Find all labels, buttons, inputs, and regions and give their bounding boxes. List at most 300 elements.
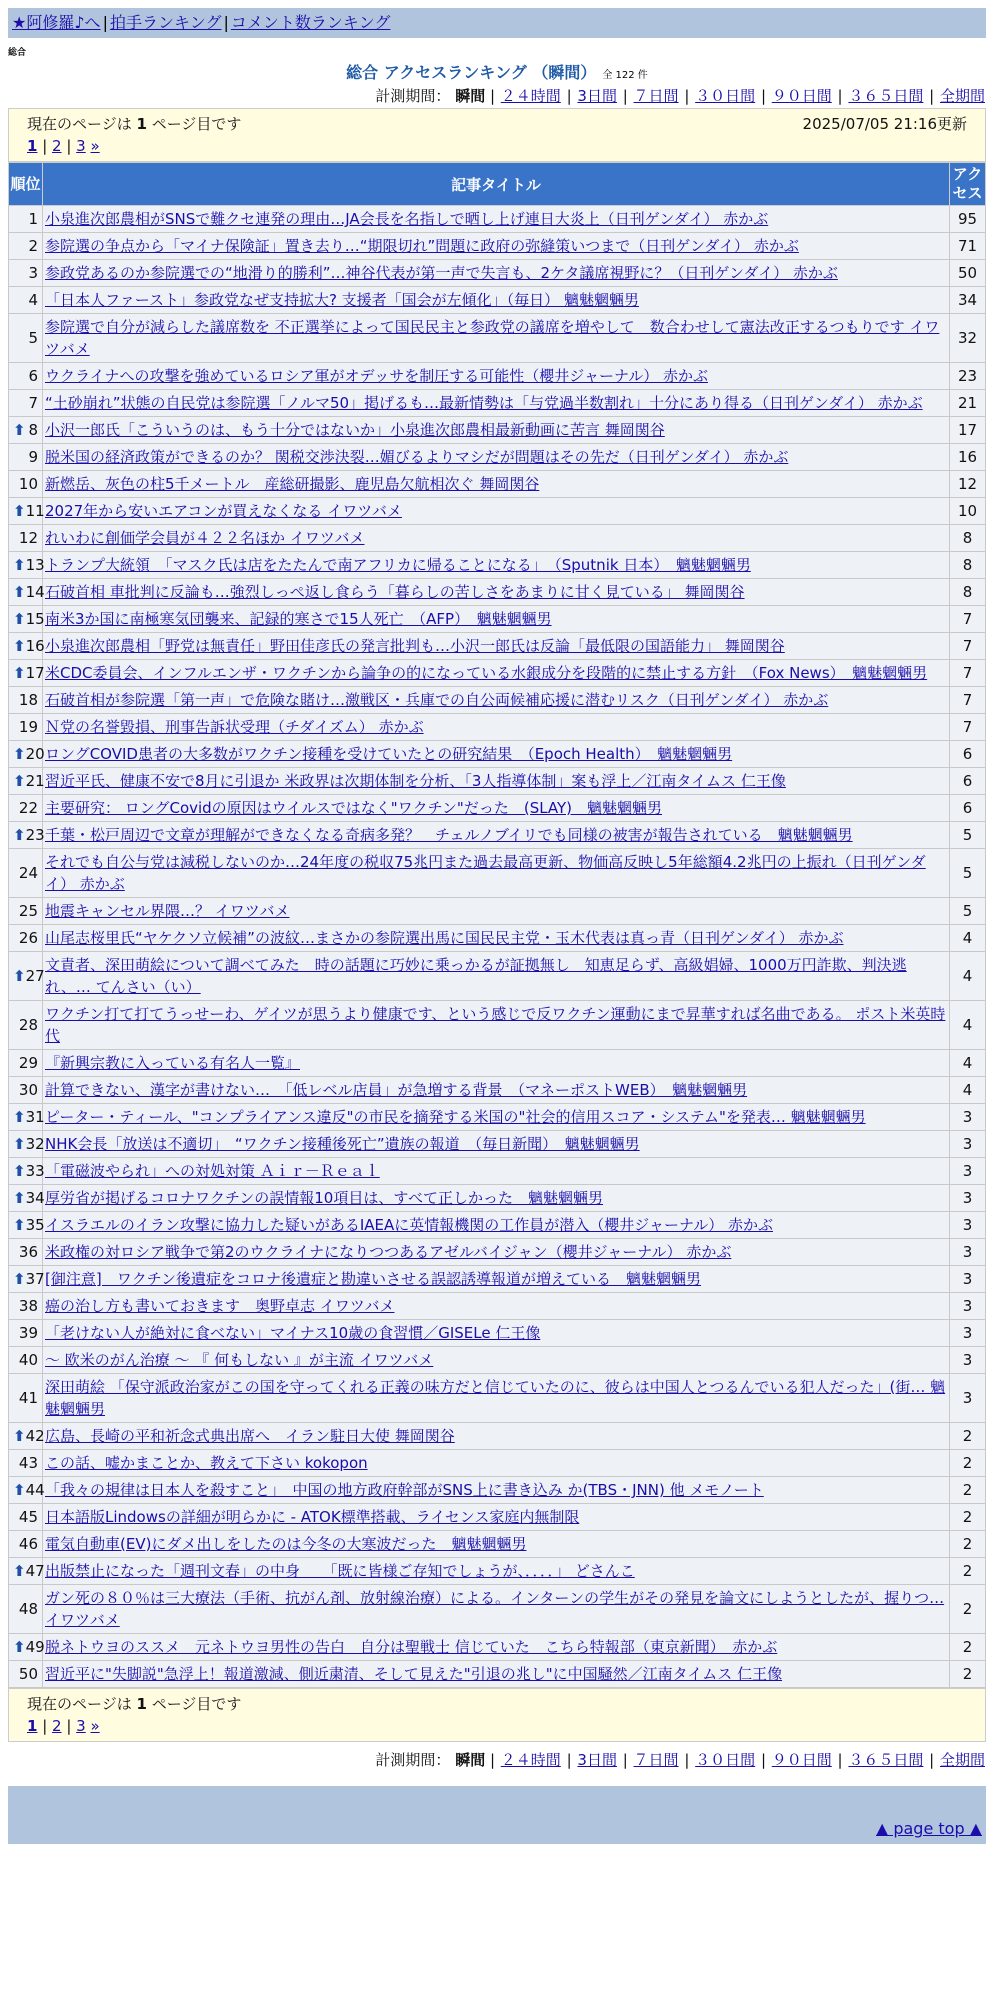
article-link[interactable]: 習近平氏、健康不安で8月に引退か 米政界は次期体制を分析、「3人指導体制」案も浮上／江南タイムス 仁王像 (45, 772, 786, 790)
page-link-2[interactable]: 2 (52, 137, 62, 155)
rank-cell (9, 1347, 43, 1374)
rank-number: 35 (25, 1216, 45, 1234)
article-link[interactable]: 出版禁止になった「週刊文春」の中身 「既に皆様ご存知でしょうが、．．．．」 どさんこ (45, 1562, 635, 1580)
access-count: 2 (950, 1661, 986, 1688)
table-row (9, 206, 986, 233)
pagination-top: 1 | 2 | 3 » (27, 137, 100, 155)
access-count: 7 (950, 687, 986, 714)
rank-number: 21 (25, 772, 45, 790)
rank-cell (9, 579, 43, 606)
rank-cell (9, 849, 43, 898)
access-count: 3 (950, 1239, 986, 1266)
rank-number: 12 (18, 529, 38, 547)
rank-cell (9, 952, 43, 1001)
rank-cell (9, 687, 43, 714)
title-cell (43, 1347, 950, 1374)
title-cell (43, 1634, 950, 1661)
rank-cell (9, 660, 43, 687)
rank-number: 27 (25, 967, 45, 985)
period-current: 瞬間 (455, 87, 486, 105)
title-cell (43, 1477, 950, 1504)
period-7d[interactable]: ７日間 (633, 87, 679, 105)
article-link[interactable]: ピーター・ティール、"コンプライアンス違反"の市民を摘発する米国の"社会的信用スコア・システム"を発表… 魑魅魍魎男 (45, 1108, 866, 1126)
table-row (9, 925, 986, 952)
table-row (9, 1131, 986, 1158)
article-link[interactable]: 日本語版Lindowsの詳細が明らかに - ATOK標準搭載、ライセンス家庭内無制限 (45, 1508, 580, 1526)
access-count: 3 (950, 1131, 986, 1158)
rank-cell (9, 633, 43, 660)
access-count: 2 (950, 1450, 986, 1477)
article-link[interactable]: ロングCOVID患者の大多数がワクチン接種を受けていたとの研究結果 （Epoch Health） 魑魅魍魎男 (45, 745, 733, 763)
table-row (9, 1558, 986, 1585)
access-count: 3 (950, 1293, 986, 1320)
rank-cell (9, 795, 43, 822)
table-row (9, 1347, 986, 1374)
updated-timestamp: 2025/07/05 21:16更新 (802, 115, 967, 133)
article-link[interactable]: NHK会長「放送は不適切」 “ワクチン接種後死亡”遺族の報道 （毎日新聞） 魑魅魍魎男 (45, 1135, 640, 1153)
page-top-link[interactable]: ▲ page top ▲ (875, 1819, 982, 1838)
up-arrow-icon: ⬆ (13, 1135, 26, 1153)
table-row (9, 498, 986, 525)
period-7d[interactable]: ７日間 (633, 1751, 679, 1769)
access-count: 3 (950, 1212, 986, 1239)
up-arrow-icon: ⬆ (13, 1562, 26, 1580)
table-row (9, 1450, 986, 1477)
article-link[interactable]: 参院選の争点から「マイナ保険証」置き去り…“期限切れ”問題に政府の弥縫策いつまで（日刊ゲンダイ） 赤かぶ (45, 237, 799, 255)
table-row (9, 1293, 986, 1320)
access-count: 34 (950, 287, 986, 314)
nav-link-asyura[interactable]: ★阿修羅♪へ (12, 13, 101, 32)
up-arrow-icon: ⬆ (13, 664, 26, 682)
table-row (9, 1374, 986, 1423)
rank-number: 29 (18, 1054, 38, 1072)
title-cell (43, 741, 950, 768)
title-cell (43, 687, 950, 714)
access-count: 7 (950, 633, 986, 660)
article-link[interactable]: 「日本人ファースト」参政党なぜ支持拡大? 支援者「国会が左傾化」（毎日） 魑魅魍魎男 (45, 291, 639, 309)
rank-number: 48 (18, 1600, 38, 1618)
title-cell (43, 1077, 950, 1104)
rank-number: 50 (18, 1665, 38, 1683)
rank-number: 10 (18, 475, 38, 493)
rank-cell (9, 1423, 43, 1450)
article-link[interactable]: 脱ネトウヨのススメ 元ネトウヨ男性の告白 自分は聖戦士 信じていた こちら特報部（東京新聞） 赤かぶ (45, 1638, 778, 1656)
rank-cell (9, 233, 43, 260)
rank-cell (9, 1504, 43, 1531)
rank-number: 8 (28, 421, 38, 439)
title-cell (43, 1001, 950, 1050)
article-link[interactable]: ワクチン打て打てうっせーわ、ゲイツが思うより健康です、という感じで反ワクチン運動にまで昇華すれば名曲である。 ポスト米英時代 (45, 1005, 946, 1045)
rank-number: 6 (28, 367, 38, 385)
rank-number: 32 (25, 1135, 45, 1153)
rank-cell (9, 444, 43, 471)
rank-number: 5 (28, 329, 38, 347)
page-link-2[interactable]: 2 (52, 1717, 62, 1735)
up-arrow-icon: ⬆ (13, 1638, 26, 1656)
rank-number: 33 (25, 1162, 45, 1180)
rank-number: 1 (28, 210, 38, 228)
article-link[interactable]: イスラエルのイラン攻撃に協力した疑いがあるIAEAに英情報機関の工作員が潜入（櫻井ジャーナル） 赤かぶ (45, 1216, 773, 1234)
rank-number: 28 (18, 1016, 38, 1034)
article-link[interactable]: 南米3か国に南極寒気団襲来、記録的寒さで15人死亡 （AFP） 魑魅魍魎男 (45, 610, 552, 628)
rank-cell (9, 1661, 43, 1688)
up-arrow-icon: ⬆ (13, 826, 26, 844)
access-count: 2 (950, 1423, 986, 1450)
title-cell (43, 314, 950, 363)
access-count: 8 (950, 525, 986, 552)
rank-cell (9, 552, 43, 579)
article-link[interactable]: Ｎ党の名誉毀損、刑事告訴状受理（チダイズム） 赤かぶ (45, 718, 424, 736)
title-cell (43, 1531, 950, 1558)
period-30d[interactable]: ３０日間 (695, 1751, 756, 1769)
title-cell (43, 1423, 950, 1450)
access-count: 8 (950, 579, 986, 606)
rank-cell (9, 741, 43, 768)
current-page-text: 現在のページは 1 ページ目です (27, 115, 242, 133)
article-link[interactable]: 地震キャンセル界隈…？ イワツバメ (45, 902, 290, 920)
rank-cell (9, 925, 43, 952)
rank-cell (9, 498, 43, 525)
period-30d[interactable]: ３０日間 (695, 87, 756, 105)
title-header: 記事タイトル (43, 163, 950, 206)
access-count: 6 (950, 768, 986, 795)
article-link[interactable]: 小泉進次郎農相「野党は無責任」野田佳彦氏の発言批判も…小沢一郎氏は反論「最低限の国語能力」 舞岡関谷 (45, 637, 785, 655)
rank-number: 38 (18, 1297, 38, 1315)
table-row (9, 795, 986, 822)
title-cell (43, 1585, 950, 1634)
up-arrow-icon: ⬆ (13, 502, 26, 520)
page-next-link[interactable]: » (90, 1717, 100, 1735)
article-link[interactable]: 石破首相 車批判に反論も…強烈しっぺ返し食らう「暮らしの苦しさをあまりに甘く見ている」 舞岡関谷 (45, 583, 745, 601)
rank-number: 45 (18, 1508, 38, 1526)
rank-cell (9, 1158, 43, 1185)
rank-number: 18 (18, 691, 38, 709)
rank-number: 42 (25, 1427, 45, 1445)
title-cell (43, 898, 950, 925)
access-count: 3 (950, 1104, 986, 1131)
rank-number: 17 (25, 664, 45, 682)
rank-number: 26 (18, 929, 38, 947)
title-cell (43, 552, 950, 579)
rank-cell (9, 417, 43, 444)
article-link[interactable]: トランプ大統領 「マスク氏は店をたたんで南アフリカに帰ることになる」 （Sputnik 日本） 魑魅魍魎男 (45, 556, 751, 574)
table-row (9, 1585, 986, 1634)
article-link[interactable]: 主要研究： ロングCovidの原因はウイルスではなく"ワクチン"だった (SLAY) 魑魅魍魎男 (45, 799, 663, 817)
rank-cell (9, 1001, 43, 1050)
article-link[interactable]: 2027年から安いエアコンが買えなくなる イワツバメ (45, 502, 402, 520)
article-link[interactable]: 新燃岳、灰色の柱5千メートル 産総研撮影、鹿児島欠航相次ぐ 舞岡関谷 (45, 475, 540, 493)
access-count: 3 (950, 1347, 986, 1374)
access-count: 5 (950, 898, 986, 925)
rank-cell (9, 363, 43, 390)
article-link[interactable]: 山尾志桜里氏“ヤケクソ立候補”の波紋…まさかの参院選出馬に国民民主党・玉木代表は真っ青（日刊ゲンダイ） 赤かぶ (45, 929, 844, 947)
table-row (9, 633, 986, 660)
period-365d[interactable]: ３６５日間 (848, 87, 924, 105)
article-link[interactable]: ～ 欧米のがん治療 ～ 『 何もしない 』が主流 イワツバメ (45, 1351, 434, 1369)
access-count: 4 (950, 1077, 986, 1104)
page-link-3[interactable]: 3 (76, 137, 86, 155)
article-link[interactable]: 計算できない、漢字が書けない… 「低レベル店員」が急増する背景 （マネーポストWEB） 魑魅魍魎男 (45, 1081, 748, 1099)
period-all[interactable]: 全期間 (939, 1751, 985, 1769)
article-link[interactable]: れいわに創価学会員が４２２名ほか イワツバメ (45, 529, 365, 547)
article-link[interactable]: 小沢一郎氏「こういうのは、もう十分ではないか」小泉進次郎農相最新動画に苦言 舞岡関谷 (45, 421, 665, 439)
access-count: 6 (950, 741, 986, 768)
up-arrow-icon: ⬆ (13, 1481, 26, 1499)
rank-number: 9 (28, 448, 38, 466)
article-link[interactable]: 厚労省が掲げるコロナワクチンの誤情報10項目は、すべて正しかった 魑魅魍魎男 (45, 1189, 604, 1207)
article-link[interactable]: 脱米国の経済政策ができるのか？ 関税交渉決裂…媚びるよりマシだが問題はその先だ（日刊ゲンダイ） 赤かぶ (45, 448, 789, 466)
access-count: 32 (950, 314, 986, 363)
title-cell (43, 1374, 950, 1423)
up-arrow-icon: ⬆ (13, 1189, 26, 1207)
article-link[interactable]: 石破首相が参院選「第一声」で危険な賭け…激戦区・兵庫での自公両候補応援に潜むリスク（日刊ゲンダイ） 赤かぶ (45, 691, 829, 709)
rank-cell (9, 287, 43, 314)
rank-cell (9, 822, 43, 849)
table-row (9, 714, 986, 741)
title-cell (43, 1504, 950, 1531)
rank-cell (9, 1104, 43, 1131)
article-link[interactable]: “土砂崩れ”状態の自民党は参院選「ノルマ50」掲げるも…最新情勢は「与党過半数割れ」十分にあり得る（日刊ゲンダイ） 赤かぶ (45, 394, 923, 412)
table-row (9, 444, 986, 471)
rank-cell (9, 1374, 43, 1423)
table-row (9, 1104, 986, 1131)
article-link[interactable]: 「老けない人が絶対に食べない」マイナス10歳の食習慣／GISELe 仁王像 (45, 1324, 541, 1342)
rank-cell (9, 714, 43, 741)
article-link[interactable]: 参政党あるのか参院選での“地滑り的勝利”…神谷代表が第一声で失言も、2ケタ議席視野に？（日刊ゲンダイ） 赤かぶ (45, 264, 838, 282)
article-link[interactable]: 広島、長崎の平和祈念式典出席へ イラン駐日大使 舞岡関谷 (45, 1427, 455, 1445)
rank-cell (9, 1050, 43, 1077)
access-count: 10 (950, 498, 986, 525)
rank-number: 46 (18, 1535, 38, 1553)
period-24h[interactable]: ２４時間 (500, 1751, 561, 1769)
period-3d[interactable]: 3日間 (577, 1751, 617, 1769)
period-3d[interactable]: 3日間 (577, 87, 617, 105)
title-cell (43, 1185, 950, 1212)
up-arrow-icon: ⬆ (13, 745, 26, 763)
table-row (9, 363, 986, 390)
article-link[interactable]: 参院選で自分が減らした議席数を 不正選挙によって国民民主と参政党の議席を増やして 数合わせして憲法改正するつもりです イワツバメ (45, 318, 940, 358)
article-link[interactable]: 習近平に"失脚説"急浮上！報道激減、側近粛清、そして見えた"引退の兆し"に中国騒然／江南タイムス 仁王像 (45, 1665, 783, 1683)
access-count: 2 (950, 1585, 986, 1634)
rank-cell (9, 390, 43, 417)
access-count: 7 (950, 606, 986, 633)
article-link[interactable]: 小泉進次郎農相がSNSで難クセ連発の理由…JA会長を名指しで晒し上げ連日大炎上（日刊ゲンダイ） 赤かぶ (45, 210, 769, 228)
access-count: 7 (950, 660, 986, 687)
article-link[interactable]: 癌の治し方も書いておきます 奥野卓志 イワツバメ (45, 1297, 395, 1315)
rank-number: 23 (25, 826, 45, 844)
table-row (9, 822, 986, 849)
title-cell (43, 849, 950, 898)
table-row (9, 1266, 986, 1293)
table-row (9, 606, 986, 633)
access-count: 4 (950, 1001, 986, 1050)
title-cell (43, 952, 950, 1001)
article-link[interactable]: 千葉・松戸周辺で文章が理解ができなくなる奇病多発？ チェルノブイリでも同様の被害が報告されている 魑魅魍魎男 (45, 826, 853, 844)
table-row (9, 1212, 986, 1239)
title-cell (43, 1158, 950, 1185)
up-arrow-icon: ⬆ (13, 1162, 26, 1180)
article-link[interactable]: 米政権の対ロシア戦争で第2のウクライナになりつつあるアゼルバイジャン（櫻井ジャーナル） 赤かぶ (45, 1243, 732, 1261)
rank-cell (9, 898, 43, 925)
table-row (9, 660, 986, 687)
rank-number: 3 (28, 264, 38, 282)
top-nav-bar (8, 8, 986, 38)
rank-number: 41 (18, 1389, 38, 1407)
article-link[interactable]: 米CDC委員会、インフルエンザ・ワクチンから論争の的になっている水銀成分を段階的に禁止する方針 （Fox News） 魑魅魍魎男 (45, 664, 928, 682)
up-arrow-icon: ⬆ (13, 1427, 26, 1445)
current-page-text: 現在のページは 1 ページ目です (27, 1695, 242, 1713)
title-cell (43, 795, 950, 822)
rank-number: 15 (25, 610, 45, 628)
ranking-table (8, 162, 986, 1688)
up-arrow-icon: ⬆ (13, 1108, 26, 1126)
access-count: 23 (950, 363, 986, 390)
rank-number: 13 (25, 556, 45, 574)
rank-number: 47 (25, 1562, 45, 1580)
table-row (9, 525, 986, 552)
access-count: 5 (950, 849, 986, 898)
page-link-3[interactable]: 3 (76, 1717, 86, 1735)
rank-number: 19 (18, 718, 38, 736)
period-24h[interactable]: ２４時間 (500, 87, 561, 105)
rank-cell (9, 1131, 43, 1158)
table-row (9, 390, 986, 417)
period-90d[interactable]: ９０日間 (771, 1751, 832, 1769)
access-count: 2 (950, 1504, 986, 1531)
title-cell (43, 660, 950, 687)
table-row (9, 287, 986, 314)
period-selector-top: 計測期間： 瞬間 | ２４時間 | 3日間 | ７日間 | ３０日間 | ９０日間 | ３６５日間 | 全期間 (375, 87, 985, 105)
table-row (9, 1239, 986, 1266)
rank-cell (9, 1266, 43, 1293)
rank-number: 11 (25, 502, 45, 520)
title-cell (43, 525, 950, 552)
access-count: 3 (950, 1266, 986, 1293)
rank-number: 43 (18, 1454, 38, 1472)
rank-number: 31 (25, 1108, 45, 1126)
rank-number: 24 (18, 864, 38, 882)
article-link[interactable]: 文責者、深田萌絵について調べてみた 時の話題に巧妙に乗っかるが証拠無し 知恵足らず、高級娼婦、1000万円詐欺、判決逃れ、… てんさい（い） (45, 956, 907, 996)
title-cell (43, 498, 950, 525)
bottom-bar (8, 1786, 986, 1814)
title-cell (43, 822, 950, 849)
up-arrow-icon: ⬆ (13, 583, 26, 601)
up-arrow-icon: ⬆ (13, 421, 26, 439)
access-count: 16 (950, 444, 986, 471)
access-count: 6 (950, 795, 986, 822)
table-row (9, 687, 986, 714)
rank-cell (9, 768, 43, 795)
table-row (9, 1504, 986, 1531)
article-link[interactable]: 「我々の規律は日本人を殺すこと」 中国の地方政府幹部がSNS上に書き込み か(TBS・JNN) 他 メモノート (45, 1481, 764, 1499)
ranking-title: 総合 アクセスランキング （瞬間） (346, 63, 597, 82)
title-cell (43, 1131, 950, 1158)
rank-number: 7 (28, 394, 38, 412)
access-count: 21 (950, 390, 986, 417)
rank-cell (9, 260, 43, 287)
table-row (9, 1001, 986, 1050)
access-count: 3 (950, 1320, 986, 1347)
title-cell (43, 768, 950, 795)
rank-number: 25 (18, 902, 38, 920)
article-link[interactable]: ガン死の８０％は三大療法（手術、抗がん剤、放射線治療）による。インターンの学生がその発見を論文にしようとしたが、握りつ… イワツバメ (45, 1589, 945, 1629)
article-link[interactable]: それでも自公与党は減税しないのか…24年度の税収75兆円また過去最高更新、物価高反映し5年総額4.2兆円の上振れ（日刊ゲンダイ） 赤かぶ (45, 853, 926, 893)
rank-number: 36 (18, 1243, 38, 1261)
page-title (0, 62, 994, 84)
access-count: 2 (950, 1558, 986, 1585)
table-row (9, 768, 986, 795)
article-link[interactable]: この話、嘘かまことか、教えて下さい kokopon (45, 1454, 368, 1472)
table-row (9, 1661, 986, 1688)
rank-number: 14 (25, 583, 45, 601)
title-cell (43, 287, 950, 314)
access-count: 3 (950, 1158, 986, 1185)
rank-cell (9, 1239, 43, 1266)
article-link[interactable]: 『新興宗教に入っている有名人一覧』 (45, 1054, 301, 1072)
access-count: 4 (950, 1050, 986, 1077)
title-cell (43, 206, 950, 233)
rank-number: 44 (25, 1481, 45, 1499)
rank-header: 順位 (9, 163, 43, 206)
table-row (9, 1423, 986, 1450)
page-next-link[interactable]: » (90, 137, 100, 155)
up-arrow-icon: ⬆ (13, 637, 26, 655)
access-count: 2 (950, 1531, 986, 1558)
access-header: アクセス (950, 163, 986, 206)
table-row (9, 579, 986, 606)
access-count: 95 (950, 206, 986, 233)
table-row (9, 552, 986, 579)
rank-cell (9, 314, 43, 363)
ranking-rows (9, 206, 986, 1688)
nav-link-comment-ranking[interactable]: コメント数ランキング (230, 13, 391, 32)
access-count: 50 (950, 260, 986, 287)
article-link[interactable]: 電気自動車(EV)にダメ出しをしたのは今冬の大寒波だった 魑魅魍魎男 (45, 1535, 527, 1553)
access-count: 3 (950, 1374, 986, 1423)
nav-link-applause-ranking[interactable]: 拍手ランキング (109, 13, 222, 32)
period-365d[interactable]: ３６５日間 (848, 1751, 924, 1769)
access-count: 4 (950, 925, 986, 952)
rank-cell (9, 1585, 43, 1634)
period-all[interactable]: 全期間 (939, 87, 985, 105)
table-row (9, 1185, 986, 1212)
up-arrow-icon: ⬆ (13, 556, 26, 574)
article-link[interactable]: ウクライナへの攻撃を強めているロシア軍がオデッサを制圧する可能性（櫻井ジャーナル） 赤かぶ (45, 367, 708, 385)
page-info-top (8, 108, 986, 162)
access-count: 17 (950, 417, 986, 444)
table-row (9, 260, 986, 287)
period-current: 瞬間 (455, 1751, 486, 1769)
rank-number: 39 (18, 1324, 38, 1342)
rank-cell (9, 525, 43, 552)
title-cell (43, 1266, 950, 1293)
article-link[interactable]: [御注意] ワクチン後遺症をコロナ後遺症と勘違いさせる誤認誘導報道が増えている 魑魅魍魎男 (45, 1270, 701, 1288)
article-link[interactable]: 深田萌絵 「保守派政治家がこの国を守ってくれる正義の味方だと信じていたのに、彼らは中国人とつるんでいる犯人だった」(街… 魑魅魍魎男 (45, 1378, 946, 1418)
article-link[interactable]: 「電磁波やられ」への対処対策 Ａｉｒ－Ｒｅａｌ (45, 1162, 380, 1180)
access-count: 2 (950, 1634, 986, 1661)
period-90d[interactable]: ９０日間 (771, 87, 832, 105)
page-link-1[interactable]: 1 (27, 137, 38, 155)
title-cell (43, 417, 950, 444)
title-cell (43, 1450, 950, 1477)
period-label: 計測期間： (375, 87, 451, 105)
rank-cell (9, 1320, 43, 1347)
page-info-bottom (8, 1688, 986, 1742)
page-link-1[interactable]: 1 (27, 1717, 38, 1735)
table-row (9, 952, 986, 1001)
table-row (9, 417, 986, 444)
rank-cell (9, 1077, 43, 1104)
